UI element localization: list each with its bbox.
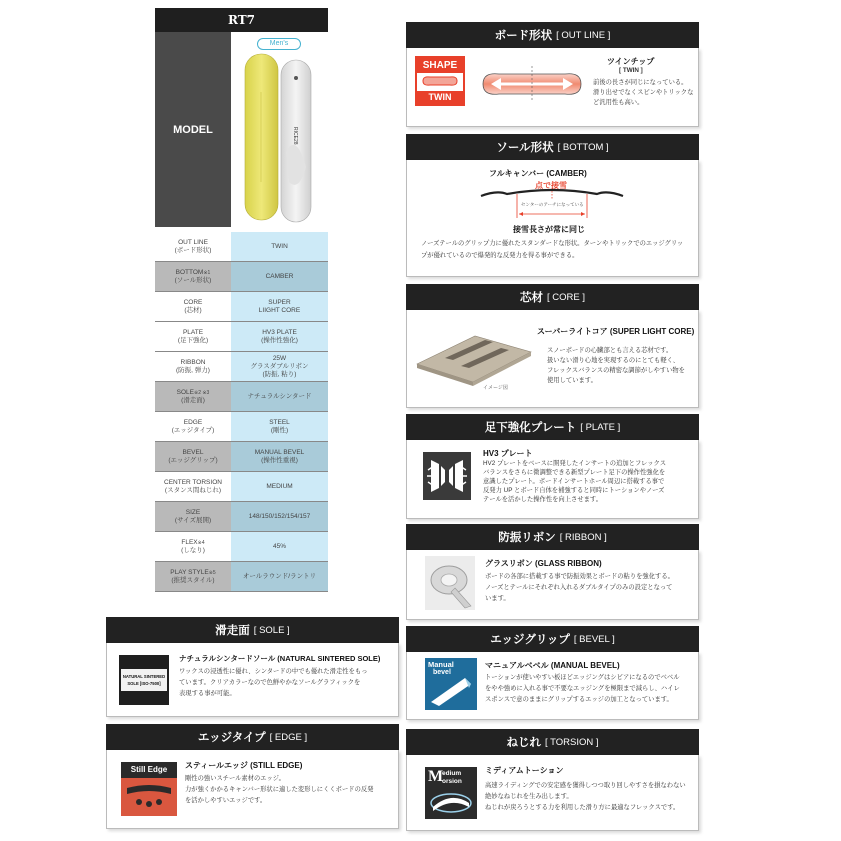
- bottom-point-label: 点で接雪: [535, 181, 567, 190]
- board-brand: RICE28: [292, 127, 298, 145]
- spec-value: HV3 PLATE (操作性強化): [231, 322, 328, 351]
- plate-desc-3: 意識したプレート。ボードインサートホール周辺に搭載する事で: [483, 478, 665, 485]
- bevel-title-en: [ BEVEL ]: [573, 633, 615, 645]
- sole-title: 滑走面: [215, 625, 250, 637]
- bevel-card: [406, 626, 699, 720]
- spec-key: PLATE (足下強化): [155, 322, 231, 351]
- spec-value: 25W グラスダブルリボン (防振, 粘り): [231, 352, 328, 381]
- bottom-center-label: センターのアーチになっている: [521, 202, 584, 207]
- edge-desc-1: 剛性の強いスチール素材のエッジ。: [185, 775, 285, 782]
- bevel-header: [406, 626, 699, 652]
- model-title: RT7: [155, 8, 328, 32]
- spec-key: PLAY STYLE$^{※5}$ (推奨スタイル): [155, 562, 231, 591]
- spec-value: オールラウンド/ラントリ: [231, 562, 328, 591]
- torsion-desc-2: 絶妙なねじれを生み出します。: [485, 793, 573, 800]
- bottom-card: [406, 134, 699, 277]
- plate-desc-4: 反発力 UP とボード自体を補強すると同時にトーションやノーズ: [483, 487, 665, 494]
- spec-key: BOTTOM$^{※1}$ (ソール形状): [155, 262, 231, 291]
- shape-title: ボード形状: [494, 30, 553, 42]
- plate-icon: [423, 452, 471, 500]
- ribbon-desc-2: ノーズとテールにそれぞれ入れるダブルタイプのみの設定となって: [485, 584, 673, 591]
- ribbon-header: [406, 524, 699, 550]
- bottom-desc-1: ノーズテールのグリップ力に優れたスタンダードな形状。ターンやトリックでのエッジグリッ: [421, 240, 684, 247]
- core-title: 芯材: [519, 292, 543, 304]
- edge-desc-3: を活かしやすいエッジです。: [185, 797, 267, 804]
- torsion-desc-1: 高速ライディングでの安定感を獲得しつつ取り回しやすさを損なわない: [485, 782, 686, 789]
- sole-desc-1: ワックスの浸透性に優れ、シンタードの中でも優れた滑走性をもっ: [179, 668, 368, 675]
- shape-desc-2: 滑り出せでなくスピンやトリックな: [593, 89, 694, 96]
- bottom-desc-2: プが優れているので爆発的な反発力を得る事ができる。: [421, 252, 579, 259]
- shape-card: [406, 22, 699, 127]
- edge-title: エッジタイプ: [197, 732, 266, 744]
- plate-title-en: [ PLATE ]: [580, 421, 621, 433]
- plate-desc-5: テールを活かした操作性を向上させます。: [483, 496, 603, 503]
- plate-desc-2: バランスをさらに微調整できる新型プレート足下の操作性強化を: [483, 469, 666, 476]
- ribbon-desc-1: ボードの各部に搭載する事で防振効果とボードの粘りを強化する。: [485, 573, 674, 580]
- edge-icon: Still Edge: [121, 762, 177, 816]
- ribbon-title: 防振リボン: [498, 532, 556, 544]
- torsion-card: [406, 729, 699, 831]
- plate-desc-1: HV2 プレートをベースに開発したインサートの追加とフレックス: [483, 460, 667, 467]
- torsion-name: ミディアムトーション: [485, 766, 564, 775]
- plate-card: [406, 414, 699, 519]
- spec-key: CORE (芯材): [155, 292, 231, 321]
- torsion-title: ねじれ: [506, 737, 541, 749]
- camber-diagram: [477, 188, 627, 228]
- bottom-contact-label: 接雪長さが常に同じ: [513, 225, 585, 234]
- spec-key: FLEX$^{※4}$ (しなり): [155, 532, 231, 561]
- spec-value: STEEL (剛性): [231, 412, 328, 441]
- bevel-desc-2: をやや強めに入れる事で不要なエッジングを極限まで減らし、ハイレ: [485, 685, 680, 692]
- core-desc-3: フレックスバランスの精密な調節がしやすい物を: [547, 367, 685, 374]
- model-label: MODEL: [155, 32, 231, 227]
- board-illustration: [231, 32, 328, 227]
- spec-key: $SOLE^{※2 ※3}$ (滑走面): [155, 382, 231, 411]
- spec-value: TWIN: [231, 232, 328, 261]
- plate-header: [406, 414, 699, 440]
- core-card: [406, 284, 699, 408]
- shape-header: [406, 22, 699, 48]
- bottom-header: [406, 134, 699, 160]
- spec-row: [155, 442, 328, 472]
- spec-row: [155, 352, 328, 382]
- spec-key: EDGE (エッジタイプ): [155, 412, 231, 441]
- bevel-icon: Manual bevel: [425, 658, 477, 710]
- ribbon-image: [425, 556, 475, 610]
- spec-row: [155, 472, 328, 502]
- sole-desc-2: ています。クリアカラーなので色鮮やかなソールグラフィックを: [179, 679, 361, 686]
- core-header: [406, 284, 699, 310]
- twin-outline-diagram: [477, 64, 587, 104]
- spec-row: [155, 322, 328, 352]
- ribbon-card: [406, 524, 699, 620]
- bottom-title: ソール形状: [496, 142, 554, 154]
- shape-name-en: [ TWIN ]: [619, 67, 643, 74]
- core-desc-2: 扱いない滑り心地を実現するのにとても軽く、: [547, 357, 680, 364]
- spec-value: ナチュラルシンタード: [231, 382, 328, 411]
- shape-desc-3: ど汎用性も高い。: [593, 99, 644, 106]
- spec-value: 148/150/152/154/157: [231, 502, 328, 531]
- torsion-desc-3: ねじれが戻ろうとする力を利用した滑り方に最適なフレックスです。: [485, 804, 680, 811]
- edge-card: [106, 724, 399, 829]
- sole-icon: NATURAL SINTERED SOLE [ISO-7500]: [119, 655, 169, 705]
- spec-row: [155, 412, 328, 442]
- spec-table: [155, 8, 328, 598]
- bottom-name: フルキャンバー (CAMBER): [489, 169, 587, 178]
- spec-key: BEVEL (エッジグリップ): [155, 442, 231, 471]
- bevel-title: エッジグリップ: [490, 634, 570, 646]
- spec-key: RIBBON (防振, 弾力): [155, 352, 231, 381]
- spec-row: [155, 562, 328, 592]
- spec-row: [155, 232, 328, 262]
- core-desc-1: スノーボードの心臓部とも言える芯材です。: [547, 347, 673, 354]
- bevel-desc-1: トーションが使いやすい板ほどエッジングはシビアになるのでベベル: [485, 674, 680, 681]
- spec-row: [155, 502, 328, 532]
- shape-desc-1: 前後の長さが同じになっている。: [593, 79, 688, 86]
- spec-value: MEDIUM: [231, 472, 328, 501]
- spec-row: [155, 532, 328, 562]
- spec-row: [155, 292, 328, 322]
- bevel-name: マニュアルベベル (MANUAL BEVEL): [485, 661, 620, 670]
- bevel-desc-3: スポンスで意のままにグリップするエッジの加工となっています。: [485, 696, 673, 703]
- spec-value: CAMBER: [231, 262, 328, 291]
- spec-row: [155, 262, 328, 292]
- spec-value: MANUAL BEVEL (操作性重視): [231, 442, 328, 471]
- shape-icon: SHAPE TWIN: [415, 56, 465, 106]
- ribbon-title-en: [ RIBBON ]: [559, 531, 607, 543]
- torsion-title-en: [ TORSION ]: [545, 736, 599, 748]
- edge-title-en: [ EDGE ]: [269, 731, 308, 743]
- edge-header: [106, 724, 399, 750]
- ribbon-desc-3: います。: [485, 595, 510, 602]
- ribbon-name: グラスリボン (GLASS RIBBON): [485, 559, 602, 568]
- mens-badge: Men's: [257, 38, 301, 50]
- edge-desc-2: 力が強くかかるキャンバー形状に適した変形しにくくボードの反発: [185, 786, 374, 793]
- spec-row: [155, 382, 328, 412]
- bottom-title-en: [ BOTTOM ]: [557, 141, 609, 153]
- spec-key: OUT LINE (ボード形状): [155, 232, 231, 261]
- spec-value: SUPER LIIGHT CORE: [231, 292, 328, 321]
- board-image: [231, 32, 328, 227]
- sole-header: [106, 617, 399, 643]
- sole-title-en: [ SOLE ]: [253, 624, 290, 636]
- shape-name: ツインチップ: [607, 57, 655, 66]
- plate-title: 足下強化プレート: [484, 422, 577, 434]
- torsion-header: [406, 729, 699, 755]
- sole-card: [106, 617, 399, 717]
- plate-name: HV3 プレート: [483, 449, 533, 458]
- core-name: スーパーライトコア (SUPER LIGHT CORE): [537, 327, 695, 336]
- shape-title-en: [ OUT LINE ]: [556, 29, 611, 41]
- spec-value: 45%: [231, 532, 328, 561]
- torsion-icon: M edium orsion: [425, 767, 477, 819]
- edge-name: スティールエッジ (STILL EDGE): [185, 761, 303, 770]
- core-image: [415, 326, 533, 392]
- core-image-caption: イメージ図: [483, 385, 508, 391]
- core-desc-4: 使用しています。: [547, 377, 597, 384]
- sole-name: ナチュラルシンタードソール (NATURAL SINTERED SOLE): [179, 654, 381, 663]
- core-title-en: [ CORE ]: [546, 291, 585, 303]
- sole-desc-3: 表現する事が可能。: [179, 690, 236, 697]
- spec-key: CENTER TORSION (スタンス間ねじれ): [155, 472, 231, 501]
- spec-key: SIZE (サイズ展開): [155, 502, 231, 531]
